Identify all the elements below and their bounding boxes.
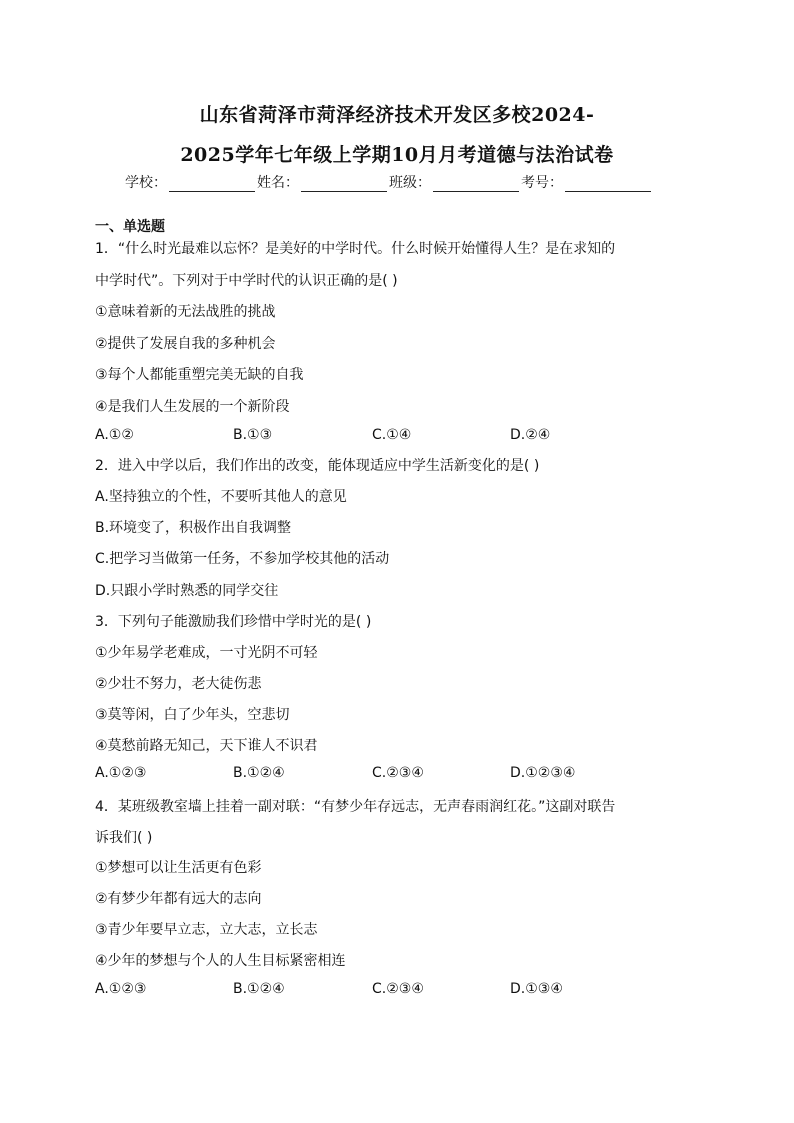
question-2-stem: 2．进入中学以后，我们作出的改变，能体现适应中学生活新变化的是( )	[95, 458, 540, 474]
question-3-option-b[interactable]: B.①②④	[233, 765, 285, 781]
question-3-item: ①少年易学老难成，一寸光阴不可轻	[95, 645, 318, 661]
class-field[interactable]	[433, 177, 519, 192]
question-3-item: ③莫等闲，白了少年头，空悲切	[95, 707, 290, 723]
question-1-stem-2: 中学时代”。下列对于中学时代的认识正确的是( )	[95, 273, 398, 289]
name-label: 姓名：	[257, 175, 299, 191]
question-4-item: ①梦想可以让生活更有色彩	[95, 860, 262, 876]
question-2-option-a[interactable]: A.坚持独立的个性，不要听其他人的意见	[95, 489, 347, 505]
question-3-item: ④莫愁前路无知己，天下谁人不识君	[95, 738, 318, 754]
question-3-option-a[interactable]: A.①②③	[95, 765, 147, 781]
question-4-item: ③青少年要早立志，立大志，立长志	[95, 922, 318, 938]
student-info-row	[125, 172, 653, 192]
question-1-option-a[interactable]: A.①②	[95, 427, 134, 443]
question-3-option-c[interactable]: C.②③④	[372, 765, 424, 781]
number-field[interactable]	[565, 177, 651, 192]
question-1-option-c[interactable]: C.①④	[372, 427, 412, 443]
question-4-option-c[interactable]: C.②③④	[372, 981, 424, 997]
question-2-option-c[interactable]: C.把学习当做第一任务，不参加学校其他的活动	[95, 551, 390, 567]
title-line-1: 山东省菏泽市菏泽经济技术开发区多校2024-	[199, 104, 595, 126]
question-1-item: ②提供了发展自我的多种机会	[95, 336, 276, 352]
question-3-stem: 3．下列句子能激励我们珍惜中学时光的是( )	[95, 614, 372, 630]
question-2-option-b[interactable]: B.环境变了，积极作出自我调整	[95, 520, 292, 536]
question-4-item: ②有梦少年都有远大的志向	[95, 891, 262, 907]
question-4-option-a[interactable]: A.①②③	[95, 981, 147, 997]
school-label: 学校：	[125, 175, 167, 191]
question-2-option-d[interactable]: D.只跟小学时熟悉的同学交往	[95, 583, 279, 599]
number-label: 考号：	[521, 175, 563, 191]
name-field[interactable]	[301, 177, 387, 192]
question-1-stem-1: 1．“什么时光最难以忘怀？是美好的中学时代。什么时候开始懂得人生？是在求知的	[95, 241, 616, 257]
question-4-item: ④少年的梦想与个人的人生目标紧密相连	[95, 953, 346, 969]
question-3-item: ②少壮不努力，老大徒伤悲	[95, 676, 262, 692]
question-1-option-b[interactable]: B.①③	[233, 427, 273, 443]
question-1-item: ③每个人都能重塑完美无缺的自我	[95, 367, 304, 383]
class-label: 班级：	[389, 175, 431, 191]
question-1-option-d[interactable]: D.②④	[510, 427, 551, 443]
question-1-item: ①意味着新的无法战胜的挑战	[95, 304, 276, 320]
question-4-stem-2: 诉我们( )	[95, 830, 153, 846]
section-heading: 一、单选题	[95, 219, 165, 235]
question-4-option-d[interactable]: D.①③④	[510, 981, 563, 997]
title-line-2: 2025学年七年级上学期10月月考道德与法治试卷	[180, 144, 614, 166]
school-field[interactable]	[169, 177, 255, 192]
question-3-option-d[interactable]: D.①②③④	[510, 765, 576, 781]
question-1-item: ④是我们人生发展的一个新阶段	[95, 399, 290, 415]
question-4-stem-1: 4．某班级教室墙上挂着一副对联：“有梦少年存远志，无声春雨润红花。”这副对联告	[95, 799, 616, 815]
question-4-option-b[interactable]: B.①②④	[233, 981, 285, 997]
